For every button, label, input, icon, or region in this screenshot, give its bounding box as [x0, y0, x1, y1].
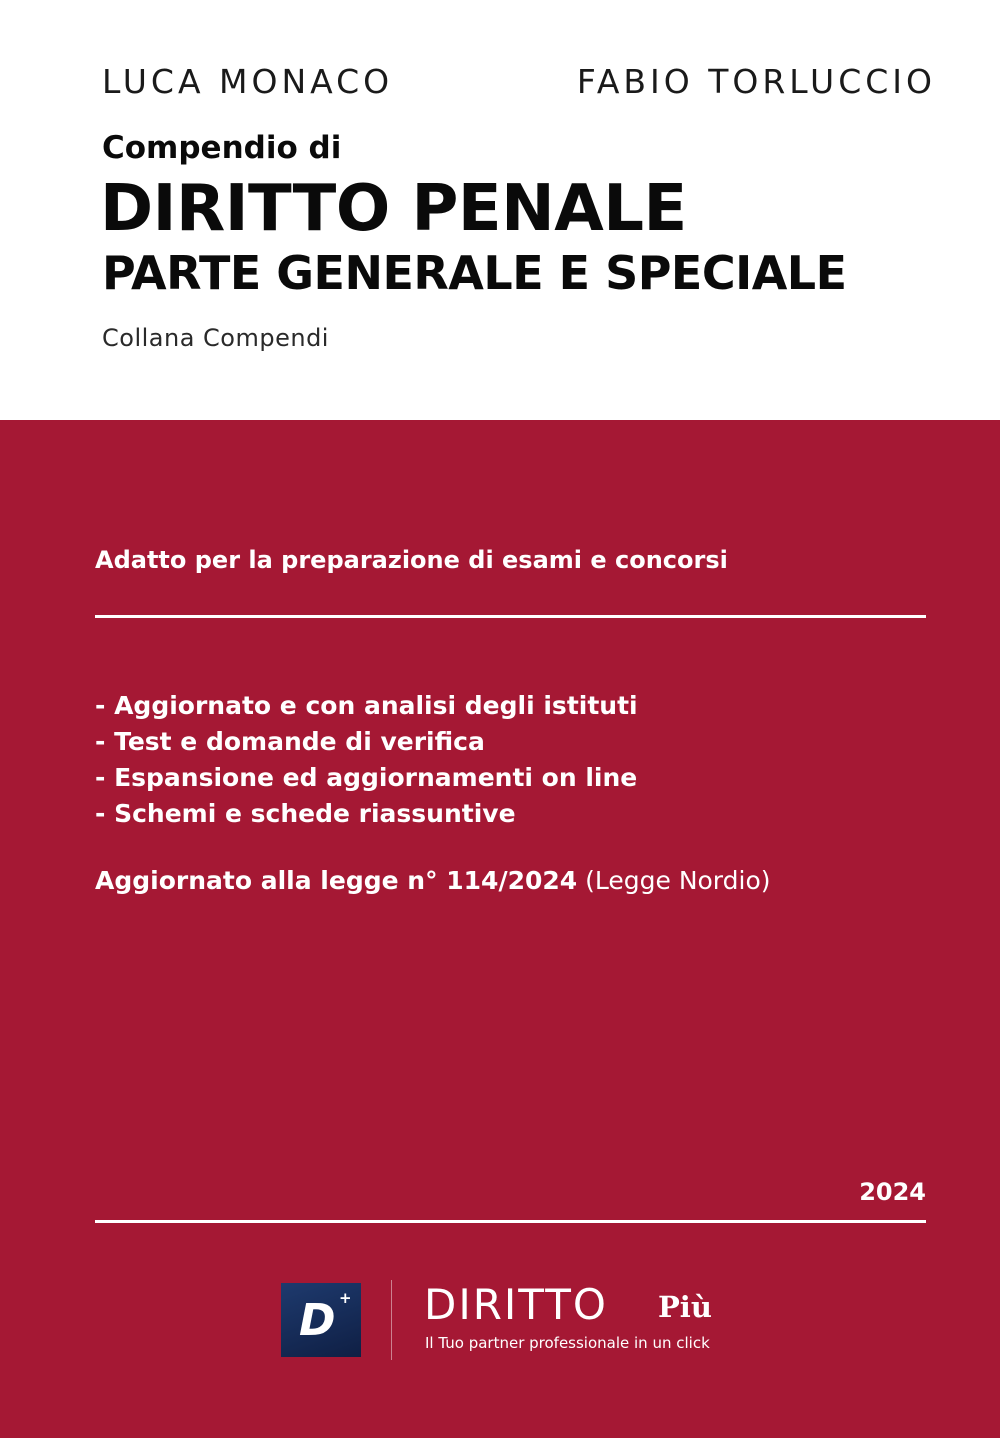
feature-item: - Test e domande di verifica — [95, 727, 485, 756]
logo-separator — [391, 1280, 392, 1360]
purpose-text: Adatto per la preparazione di esami e concorsi — [95, 546, 728, 574]
author-1: LUCA MONACO — [102, 62, 394, 101]
publisher-name-accent: Più — [658, 1290, 712, 1324]
feature-list — [95, 688, 638, 832]
cover-header — [0, 0, 1000, 420]
logo-letter: D — [299, 1295, 336, 1346]
publisher-name: DIRITTO — [424, 1280, 608, 1329]
feature-item: - Aggiornato e con analisi degli istituti — [95, 691, 638, 720]
publisher-logo-icon — [281, 1283, 361, 1357]
book-subtitle: PARTE GENERALE E SPECIALE — [102, 246, 847, 300]
feature-item: - Schemi e schede riassuntive — [95, 799, 516, 828]
feature-item: - Espansione ed aggiornamenti on line — [95, 763, 638, 792]
update-note — [95, 866, 771, 895]
logo-plus: + — [339, 1289, 352, 1307]
title-kicker: Compendio di — [102, 130, 342, 166]
divider-top — [95, 615, 926, 618]
update-law-name: (Legge Nordio) — [585, 866, 771, 895]
publisher-tagline: Il Tuo partner professionale in un click — [425, 1334, 710, 1352]
author-2: FABIO TORLUCCIO — [576, 62, 936, 101]
series-name: Collana Compendi — [102, 324, 329, 352]
update-law: Aggiornato alla legge n° 114/2024 — [95, 866, 578, 895]
cover-band — [0, 420, 1000, 1438]
edition-year: 2024 — [859, 1178, 926, 1206]
divider-bottom — [95, 1220, 926, 1223]
book-title: DIRITTO PENALE — [100, 172, 687, 246]
